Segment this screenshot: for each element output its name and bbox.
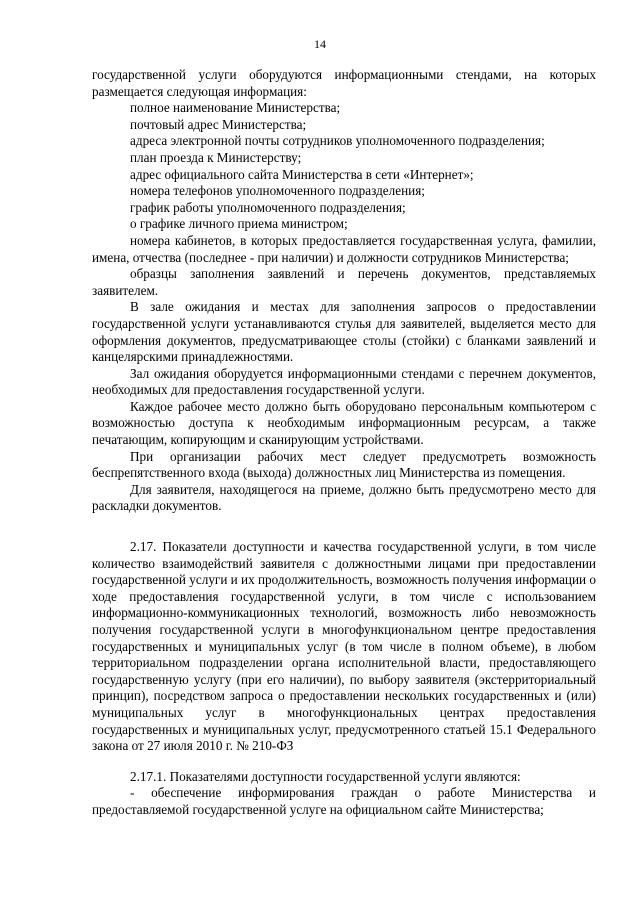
list-item: план проезда к Министерству;	[130, 149, 302, 165]
list-item: адрес официального сайта Министерства в сети «Интернет»;	[130, 166, 474, 182]
intro-line-1: государственной услуги оборудуются информационными стендами, на которых	[92, 67, 596, 82]
document-body	[92, 67, 596, 819]
section-2-17-1-heading: 2.17.1. Показателями доступности государственной услуги являются:	[130, 768, 521, 784]
paragraph-applicant: Для заявителя, находящегося на приеме, должно быть предусмотрено место для раскладки документов.	[92, 481, 596, 514]
paragraph-waiting-hall: В зале ожидания и местах для заполнения запросов о предоставлении государственной услуги устанавливаются стулья для заявителей, выделяется место для оформления документов, предусматривающее столы (стойки) с бланками заявлений и канцелярскими принадлежностями.	[92, 299, 596, 365]
list-item: полное наименование Министерства;	[130, 100, 341, 116]
list-item: адреса электронной почты сотрудников уполномоченного подразделения;	[130, 133, 545, 149]
info-list	[92, 100, 596, 233]
paragraph-info-stands: Зал ожидания оборудуется информационными стендами с перечнем документов, необходимых для предоставления государственной услуги.	[92, 365, 596, 398]
paragraph-samples: образцы заполнения заявлений и перечень документов, представляемых заявителем.	[92, 266, 596, 298]
intro-line-2: размещается следующая информация:	[92, 83, 307, 99]
section-2-17-1-item: - обеспечение информирования граждан о работе Министерства и предоставляемой государственной услуге на официальном сайте Министерства;	[92, 785, 596, 817]
paragraph-workplace: Каждое рабочее место должно быть оборудовано персональным компьютером с возможностью доступа к необходимым информационным ресурсам, а также печатающим, копирующим и сканирующим устройствами.	[92, 398, 596, 448]
paragraph-cabinets: номера кабинетов, в которых предоставляется государственная услуга, фамилии, имена, отчества (последнее - при наличии) и должности сотрудников Министерства;	[92, 232, 596, 265]
paragraph-organization: При организации рабочих мест следует предусмотреть возможность беспрепятственного входа (выхода) должностных лиц Министерства из помещения.	[92, 448, 596, 481]
page-number: 14	[314, 37, 326, 51]
section-2-17: 2.17. Показатели доступности и качества государственной услуги, в том числе количество взаимодействий заявителя с должностными лицами при предоставлении государственной услуги и их продолжительность, возможность получения информации о ходе предоставления государственной услуги, в том числе с использованием информационно-коммуникационных технологий, возможность либо невозможность получения государственной услуги в многофункциональном центре предоставления государственных и муниципальных услуг (в том числе в полном объеме), в любом территориальном подразделении органа исполнительной власти, предоставляющего государственную услугу (при его наличии), по выбору заявителя (экстерриториальный принцип), посредством запроса о предоставлении нескольких государственных и (или) муниципальных услуг в многофункциональных центрах предоставления государственных и муниципальных услуг, предусмотренного статьей 15.1 Федерального закона от 27 июля 2010 г. № 210-ФЗ	[92, 539, 596, 754]
list-item: номера телефонов уполномоченного подразделения;	[130, 183, 425, 199]
list-item: график работы уполномоченного подразделения;	[130, 199, 406, 215]
list-item: почтовый адрес Министерства;	[130, 116, 307, 132]
list-item: о графике личного приема министром;	[130, 216, 348, 232]
